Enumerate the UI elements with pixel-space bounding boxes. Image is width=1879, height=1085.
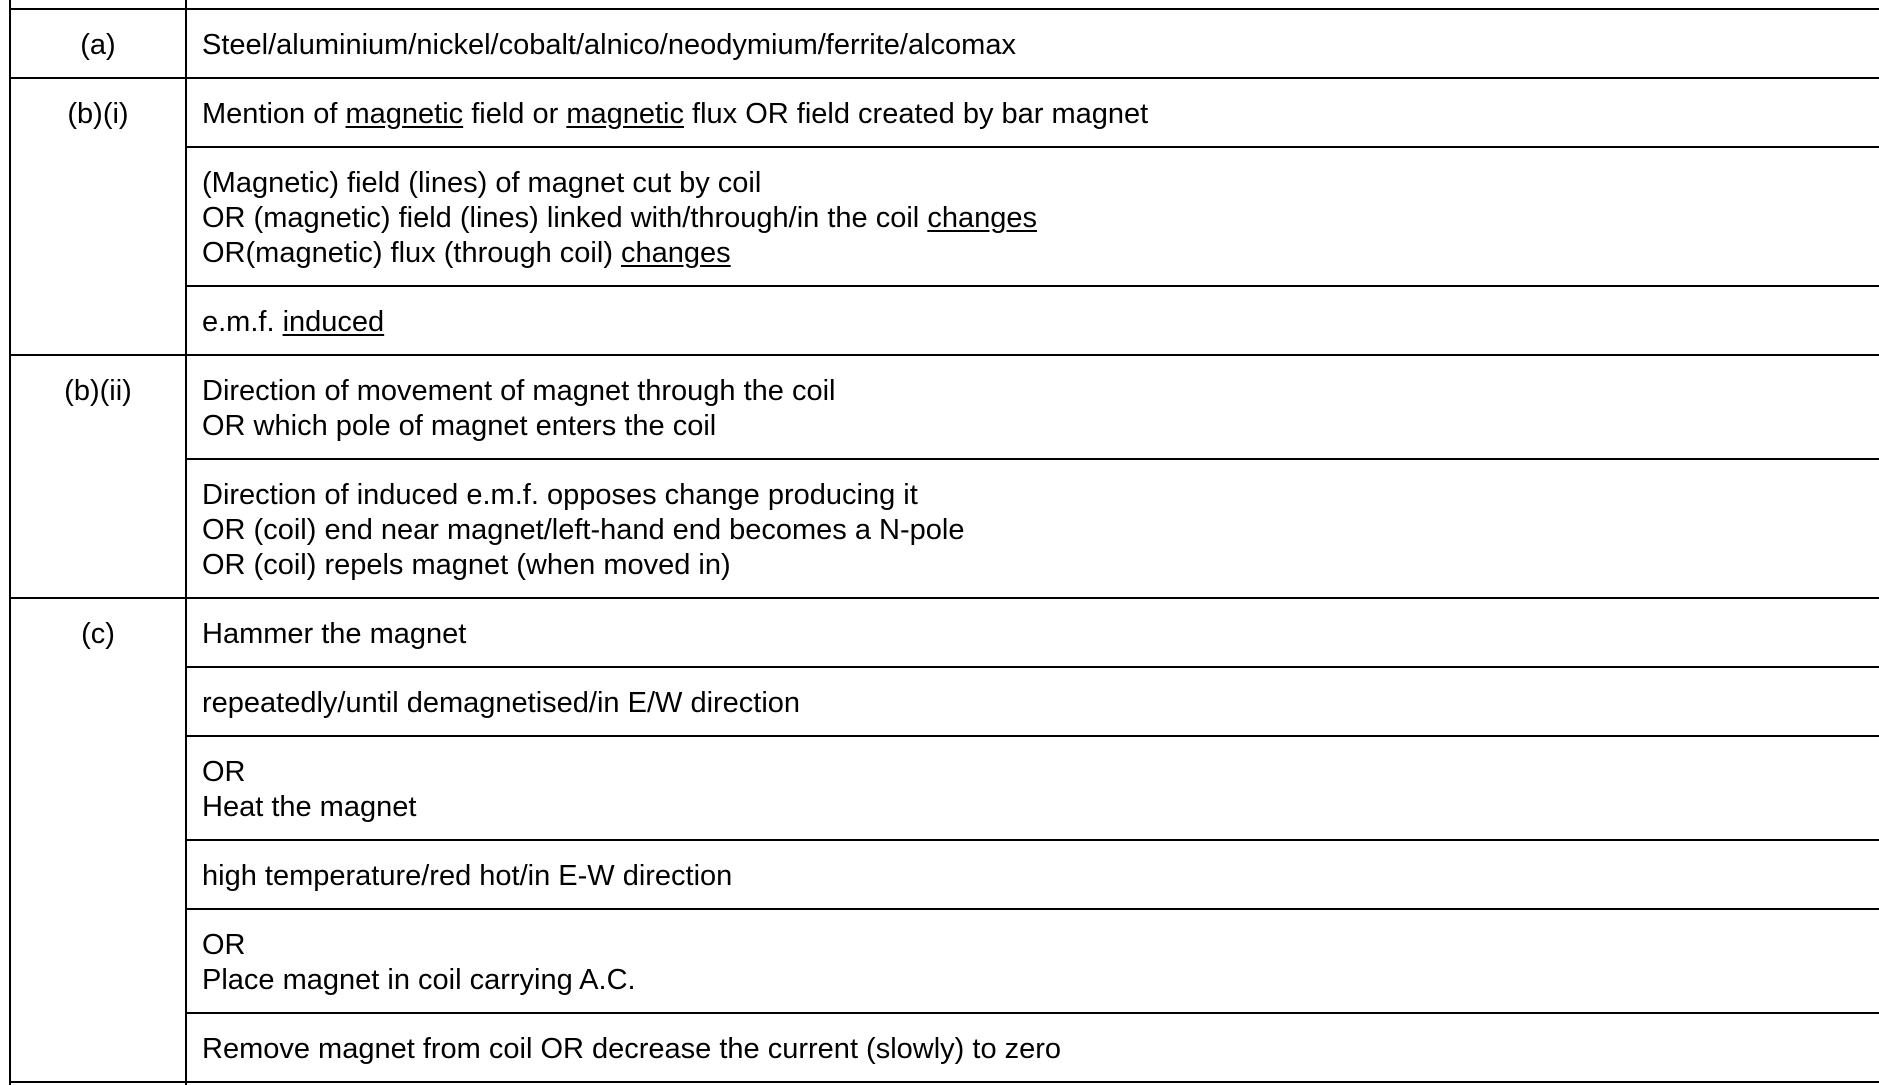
- answer-line: [202, 236, 1879, 271]
- table-row: [10, 9, 1879, 78]
- answer-text: Mention of: [202, 98, 346, 130]
- table-row: [10, 598, 1879, 667]
- answer-text: Heat the magnet: [202, 791, 417, 823]
- answer-text: flux OR field created by bar magnet: [684, 98, 1149, 130]
- table-row: [10, 147, 1879, 286]
- table-row: [10, 1013, 1879, 1082]
- answer-text: field or: [463, 98, 567, 130]
- answer-text: OR (coil) end near magnet/left-hand end becomes a N-pole: [202, 514, 965, 546]
- answer-line: [202, 686, 1879, 721]
- answer-line: [202, 617, 1879, 652]
- answer-text: e.m.f.: [202, 306, 283, 338]
- table-row: [10, 355, 1879, 459]
- question-label: (b)(ii): [10, 355, 186, 598]
- table-row: [10, 286, 1879, 355]
- table-row: [10, 78, 1879, 147]
- answer-text: OR(magnetic) flux (through coil): [202, 237, 622, 269]
- answer-line: [202, 513, 1879, 548]
- answer-line: [202, 790, 1879, 825]
- answer-text: Steel/aluminium/nickel/cobalt/alnico/neodymium/ferrite/alcomax: [202, 29, 1016, 61]
- underlined-keyword: magnetic: [345, 98, 464, 130]
- table-row: [10, 736, 1879, 840]
- answer-cell: [186, 598, 1879, 667]
- answer-cell: [186, 667, 1879, 736]
- question-label: (b)(i): [10, 78, 186, 355]
- answer-text: repeatedly/until demagnetised/in E/W direction: [202, 687, 801, 719]
- answer-line: [202, 963, 1879, 998]
- answer-line: [202, 755, 1879, 790]
- top-edge-cell-left: [10, 0, 186, 9]
- mark-scheme-table: [9, 0, 1879, 1085]
- answer-text: OR (magnetic) field (lines) linked with/through/in the coil: [202, 202, 928, 234]
- answer-cell: [186, 78, 1879, 147]
- answer-line: [202, 201, 1879, 236]
- answer-text: Hammer the magnet: [202, 618, 467, 650]
- answer-line: [202, 374, 1879, 409]
- answer-line: [202, 28, 1879, 63]
- answer-text: Place magnet in coil carrying A.C.: [202, 964, 636, 996]
- table-row: [10, 840, 1879, 909]
- answer-text: OR: [202, 756, 246, 788]
- answer-text: Direction of movement of magnet through the coil: [202, 375, 836, 407]
- table-row: [10, 909, 1879, 1013]
- underlined-keyword: magnetic: [566, 98, 684, 130]
- answer-text: high temperature/red hot/in E-W direction: [202, 860, 733, 892]
- answer-line: [202, 478, 1879, 513]
- answer-text: Remove magnet from coil OR decrease the current (slowly) to zero: [202, 1033, 1062, 1065]
- answer-line: [202, 928, 1879, 963]
- answer-cell: [186, 736, 1879, 840]
- answer-text: (Magnetic) field (lines) of magnet cut by coil: [202, 167, 762, 199]
- answer-cell: [186, 355, 1879, 459]
- underlined-keyword: changes: [927, 202, 1037, 234]
- answer-line: [202, 305, 1879, 340]
- top-edge-cell-right: [186, 0, 1879, 9]
- table-top-edge-row: [10, 0, 1879, 9]
- underlined-keyword: induced: [282, 306, 385, 338]
- answer-cell: [186, 1013, 1879, 1082]
- question-label: (a): [10, 9, 186, 78]
- answer-cell: [186, 909, 1879, 1013]
- answer-line: [202, 409, 1879, 444]
- answer-text: Direction of induced e.m.f. opposes change producing it: [202, 479, 918, 511]
- answer-cell: [186, 9, 1879, 78]
- answer-cell: [186, 147, 1879, 286]
- answer-line: [202, 97, 1879, 132]
- answer-text: OR (coil) repels magnet (when moved in): [202, 549, 731, 581]
- answer-cell: [186, 286, 1879, 355]
- answer-line: [202, 548, 1879, 583]
- answer-text: OR which pole of magnet enters the coil: [202, 410, 717, 442]
- answer-cell: [186, 459, 1879, 598]
- answer-cell: [186, 840, 1879, 909]
- underlined-keyword: changes: [621, 237, 731, 269]
- table-row: [10, 459, 1879, 598]
- question-label: (c): [10, 598, 186, 1082]
- answer-text: OR: [202, 929, 246, 961]
- answer-line: [202, 166, 1879, 201]
- answer-line: [202, 1032, 1879, 1067]
- answer-line: [202, 859, 1879, 894]
- table-row: [10, 667, 1879, 736]
